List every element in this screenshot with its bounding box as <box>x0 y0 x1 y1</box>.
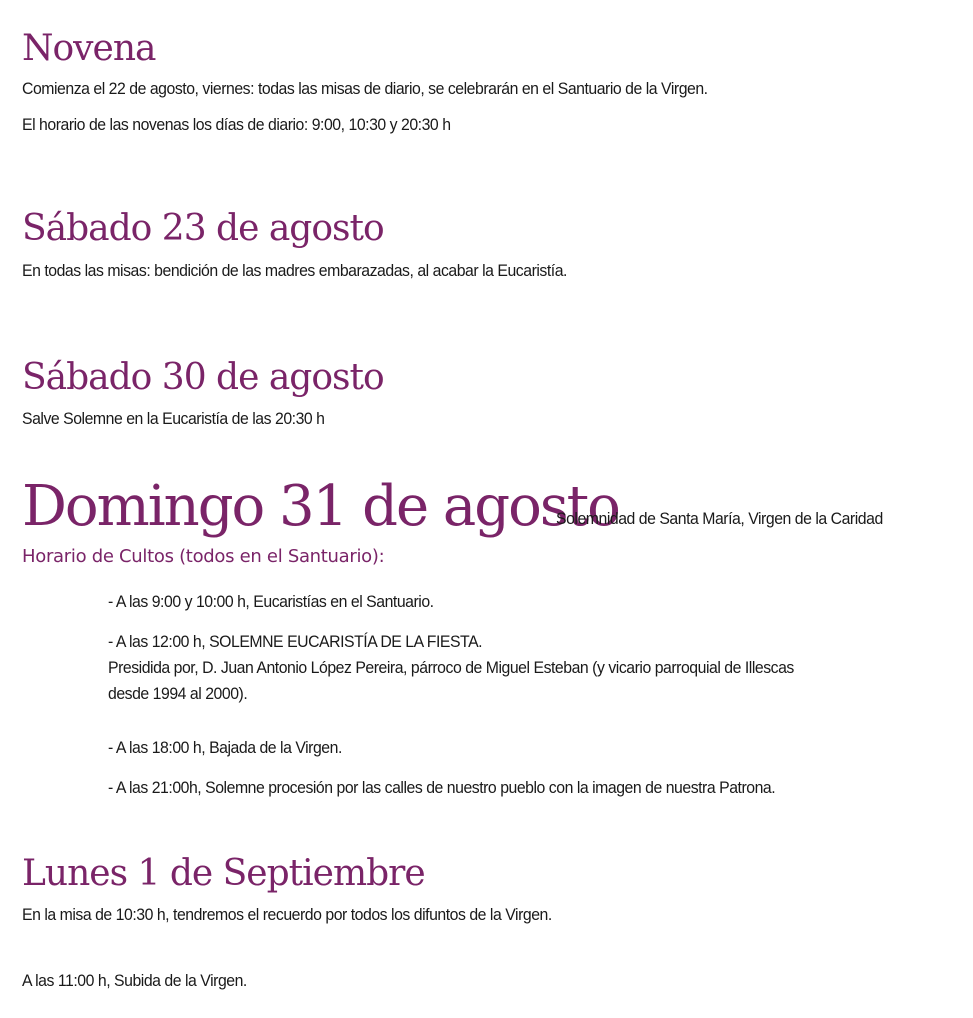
schedule-item-2: - A las 12:00 h, SOLEMNE EUCARISTÍA DE LA FIESTA. <box>108 632 483 651</box>
schedule-item-4: - A las 21:00h, Solemne procesión por las calles de nuestro pueblo con la imagen de nuestra Patrona. <box>108 778 776 797</box>
sabado-30-line-1: Salve Solemne en la Eucaristía de las 20:30 h <box>22 409 325 428</box>
schedule-item-1: - A las 9:00 y 10:00 h, Eucaristías en el Santuario. <box>108 592 434 611</box>
schedule-item-3: - A las 18:00 h, Bajada de la Virgen. <box>108 738 342 757</box>
domingo-31-subtitle: Solemnidad de Santa María, Virgen de la Caridad <box>556 509 883 528</box>
lunes-1-line-1: En la misa de 10:30 h, tendremos el recuerdo por todos los difuntos de la Virgen. <box>22 905 552 924</box>
sabado-30-heading: Sábado 30 de agosto <box>22 357 384 398</box>
schedule-item-2-detail-1: Presidida por, D. Juan Antonio López Pereira, párroco de Miguel Esteban (y vicario parroquial de Illescas <box>108 658 794 677</box>
sabado-23-heading: Sábado 23 de agosto <box>22 208 384 249</box>
lunes-1-heading: Lunes 1 de Septiembre <box>22 853 425 894</box>
schedule-item-2-detail-2: desde 1994 al 2000). <box>108 684 248 703</box>
novena-line-2: El horario de las novenas los días de diario: 9:00, 10:30 y 20:30 h <box>22 115 451 134</box>
novena-line-1: Comienza el 22 de agosto, viernes: todas las misas de diario, se celebrarán en el Santuario de la Virgen. <box>22 79 708 98</box>
lunes-1-line-2: A las 11:00 h, Subida de la Virgen. <box>22 971 247 990</box>
domingo-31-heading: Domingo 31 de agosto <box>22 474 619 539</box>
novena-heading: Novena <box>22 28 156 69</box>
sabado-23-line-1: En todas las misas: bendición de las madres embarazadas, al acabar la Eucaristía. <box>22 261 567 280</box>
schedule-title: Horario de Cultos (todos en el Santuario): <box>22 546 385 567</box>
